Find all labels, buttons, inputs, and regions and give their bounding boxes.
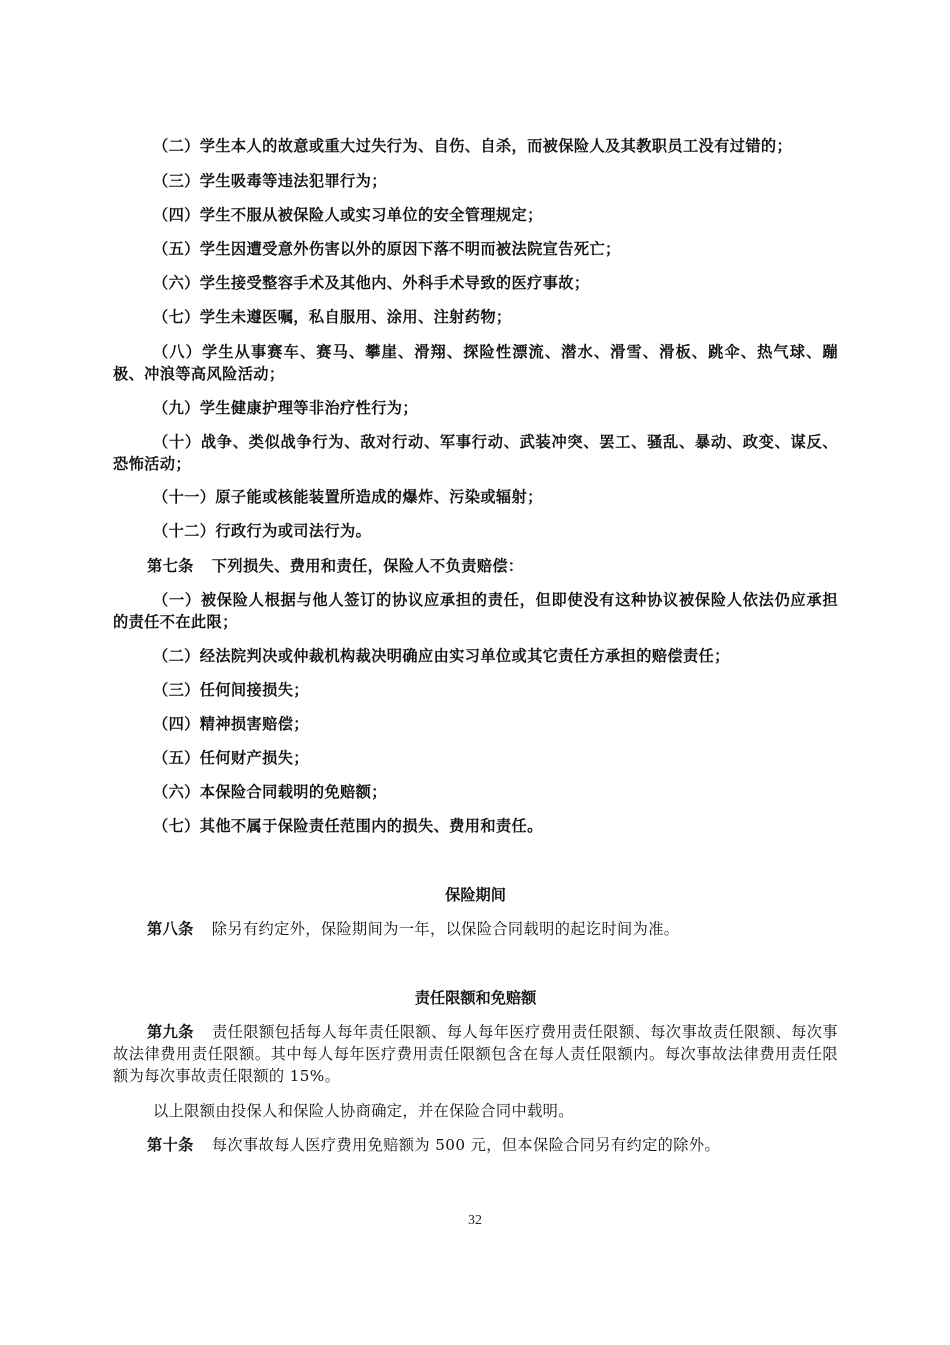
article-8-label: 第八条 [147, 920, 194, 938]
clause-9: （九）学生健康护理等非治疗性行为； [153, 399, 418, 417]
article-10-label: 第十条 [147, 1136, 194, 1154]
section-heading-limits: 责任限额和免赔额 [414, 989, 537, 1007]
page-number: 32 [468, 1213, 482, 1228]
exclusion-2: （二）经法院判决或仲裁机构裁决明确应由实习单位或其它责任方承担的赔偿责任； [153, 647, 730, 665]
article-7 [113, 555, 838, 577]
article-9 [113, 1021, 838, 1087]
clause-2: （二）学生本人的故意或重大过失行为、自伤、自杀，而被保险人及其教职员工没有过错的； [153, 137, 793, 155]
article-9-label: 第九条 [147, 1023, 194, 1041]
exclusion-6: （六）本保险合同载明的免赔额； [153, 783, 387, 801]
clause-4: （四）学生不服从被保险人或实习单位的安全管理规定； [153, 206, 543, 224]
article-7-text: 下列损失、费用和责任，保险人不负责赔偿： [211, 557, 524, 575]
exclusion-3: （三）任何间接损失； [153, 681, 309, 699]
article-9-text: 责任限额包括每人每年责任限额、每人每年医疗费用责任限额、每次事故责任限额、每次事故法律费用责任限额。其中每人每年医疗费用责任限额包含在每人责任限额内。每次事故法律费用责任限额为每次事故责任限额的 15%。 [113, 1023, 839, 1085]
exclusion-7: （七）其他不属于保险责任范围内的损失、费用和责任。 [153, 817, 543, 835]
article-8-text: 除另有约定外，保险期间为一年，以保险合同载明的起讫时间为准。 [211, 920, 680, 938]
clause-6: （六）学生接受整容手术及其他内、外科手术导致的医疗事故； [153, 274, 590, 292]
clause-11: （十一）原子能或核能装置所造成的爆炸、污染或辐射； [153, 488, 543, 506]
article-10 [113, 1134, 838, 1156]
clause-7: （七）学生未遵医嘱，私自服用、涂用、注射药物； [153, 308, 512, 326]
clause-8: （八）学生从事赛车、赛马、攀崖、滑翔、探险性漂流、潜水、滑雪、滑板、跳伞、热气球、蹦极、冲浪等高风险活动； [113, 343, 838, 383]
article-8 [113, 918, 838, 940]
article-9-note: 以上限额由投保人和保险人协商确定，并在保险合同中载明。 [153, 1102, 574, 1120]
exclusion-5: （五）任何财产损失； [153, 749, 309, 767]
article-10-text: 每次事故每人医疗费用免赔额为 500 元，但本保险合同另有约定的除外。 [211, 1136, 721, 1154]
clause-5: （五）学生因遭受意外伤害以外的原因下落不明而被法院宣告死亡； [153, 240, 621, 258]
article-7-label: 第七条 [147, 557, 194, 575]
section-heading-period: 保险期间 [445, 886, 506, 904]
clause-3: （三）学生吸毒等违法犯罪行为； [153, 172, 387, 190]
exclusion-4: （四）精神损害赔偿； [153, 715, 309, 733]
exclusion-1: （一）被保险人根据与他人签订的协议应承担的责任，但即使没有这种协议被保险人依法仍应承担的责任不在此限； [113, 591, 838, 631]
clause-12: （十二）行政行为或司法行为。 [153, 522, 372, 540]
clause-10: （十）战争、类似战争行为、敌对行动、军事行动、武装冲突、罢工、骚乱、暴动、政变、谋反、恐怖活动； [113, 433, 838, 473]
